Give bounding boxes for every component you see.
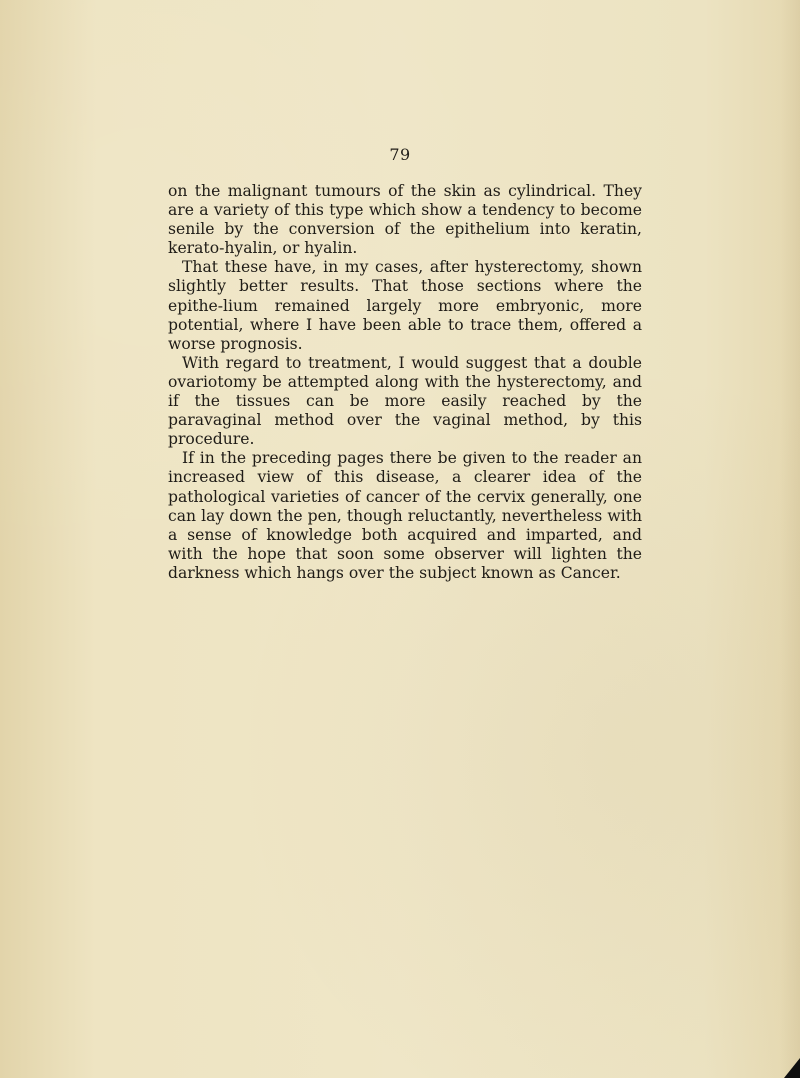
paragraph-2: That these have, in my cases, after hysterectomy, shown slightly better results. That those sections where the epithe-lium remained largely more embryonic, more potential, where I have been able to trace them, offered a worse prognosis.	[168, 258, 642, 353]
paragraph-1: on the malignant tumours of the skin as cylindrical. They are a variety of this type which show a tendency to become senile by the conversion of the epithelium into keratin, kerato-hyalin, or hyalin.	[168, 182, 642, 258]
paragraph-3: With regard to treatment, I would suggest that a double ovariotomy be attempted along with the hysterectomy, and if the tissues can be more easily reached by the paravaginal method over the vaginal method, by this procedure.	[168, 353, 642, 449]
body-text	[168, 182, 642, 583]
paragraph-4: If in the preceding pages there be given to the reader an increased view of this disease, a clearer idea of the pathological varieties of cancer of the cervix generally, one can lay down the pen, though reluctantly, nevertheless with a sense of knowledge both acquired and imparted, and with the hope that soon some observer will lighten the darkness which hangs over the subject known as Cancer.	[168, 449, 642, 582]
page-corner-mark	[784, 1058, 800, 1078]
page-number: 79	[389, 145, 411, 164]
